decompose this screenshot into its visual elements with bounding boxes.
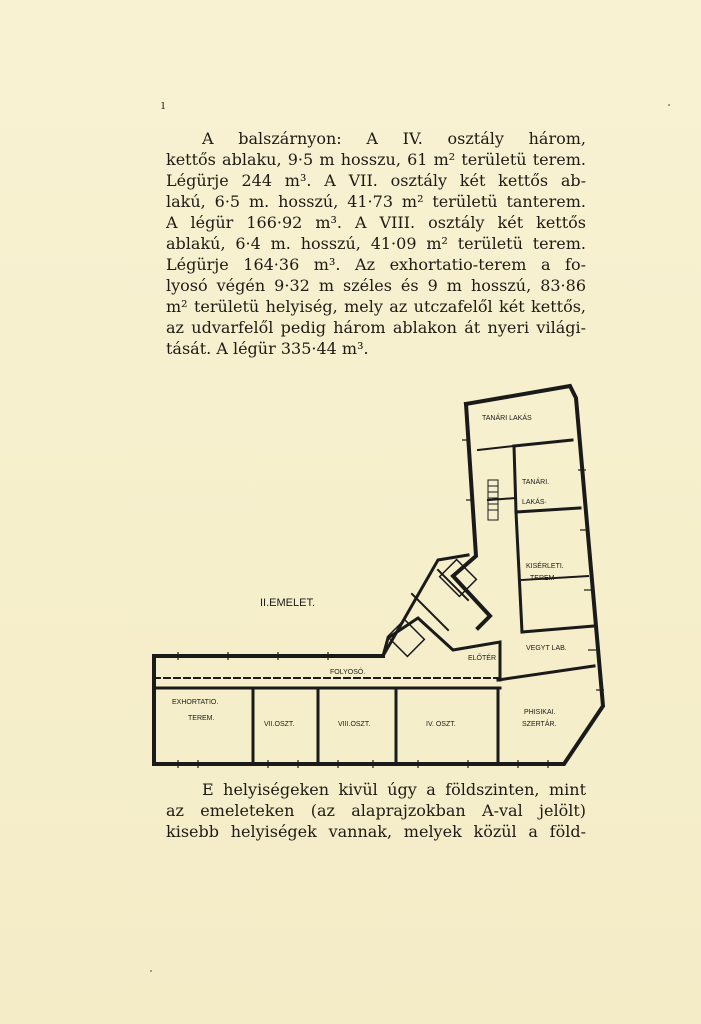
text-line: lakú, 6·5 m. hosszú, 41·73 m² területü tanterem. — [166, 192, 586, 211]
text-line: ablakú, 6·4 m. hosszú, 41·09 m² területü terem. — [166, 234, 586, 253]
label-phisikai: PHISIKAI. — [524, 709, 556, 716]
text-line: A légür 166·92 m³. A VIII. osztály két kettős — [166, 213, 586, 232]
label-lakas: LAKÁS· — [522, 499, 547, 506]
label-iv-oszt: IV. OSZT. — [426, 721, 456, 728]
staircase — [388, 480, 498, 656]
text-line: az emeleteken (az alaprajzokban A-val jelölt) — [166, 801, 586, 820]
label-eloter: ELŐTÉR — [468, 655, 497, 662]
text-line: m² területü helyiség, mely az utczafelől két kettős, — [166, 297, 586, 316]
text-line: A balszárnyon: A IV. osztály három, — [202, 129, 586, 148]
text-line: Légürje 244 m³. A VII. osztály két kettős ab- — [166, 171, 586, 190]
text-line: lyosó végén 9·32 m széles és 9 m hosszú, 83·86 — [166, 276, 586, 295]
margin-mark: ı — [161, 98, 166, 113]
window-marks — [178, 440, 604, 768]
paragraph-left-wing — [166, 128, 586, 359]
paper-speck — [150, 970, 152, 972]
room-labels — [172, 413, 567, 728]
label-vegyt-lab: VEGYT LAB. — [526, 645, 567, 652]
label-terem: TEREM· — [530, 575, 557, 582]
label-tanari: TANÁRI. — [522, 479, 550, 486]
label-exhortatio: EXHORTATIO. — [172, 699, 219, 706]
floor-plan-second-floor — [148, 380, 610, 770]
text-line: kettős ablaku, 9·5 m hosszu, 61 m² területü terem. — [166, 150, 586, 169]
text-line: tását. A légür 335·44 m³. — [166, 339, 369, 358]
label-tanari-lakas: TANÁRI LAKÁS — [482, 415, 532, 422]
label-vii-oszt: VII.OSZT. — [264, 721, 295, 728]
label-viii-oszt: VIII.OSZT. — [338, 721, 371, 728]
text-line: az udvarfelől pedig három ablakon át nyeri világi- — [166, 318, 586, 337]
paragraph-continuation — [166, 779, 586, 842]
label-exhortatio-terem: TEREM. — [188, 715, 215, 722]
floor-level-label: II.EMELET. — [260, 597, 316, 609]
label-folyoso: FOLYOSÓ. — [330, 669, 366, 676]
text-line: Légürje 164·36 m³. Az exhortatio-terem a fo- — [166, 255, 586, 274]
text-line: E helyiségeken kivül úgy a földszinten, mint — [202, 780, 586, 799]
label-kiserleti: KISÉRLETI. — [526, 563, 564, 570]
paper-speck — [668, 104, 670, 106]
label-szertar: SZERTÁR. — [522, 721, 557, 728]
text-line: kisebb helyiségek vannak, melyek közül a föld- — [166, 822, 586, 841]
